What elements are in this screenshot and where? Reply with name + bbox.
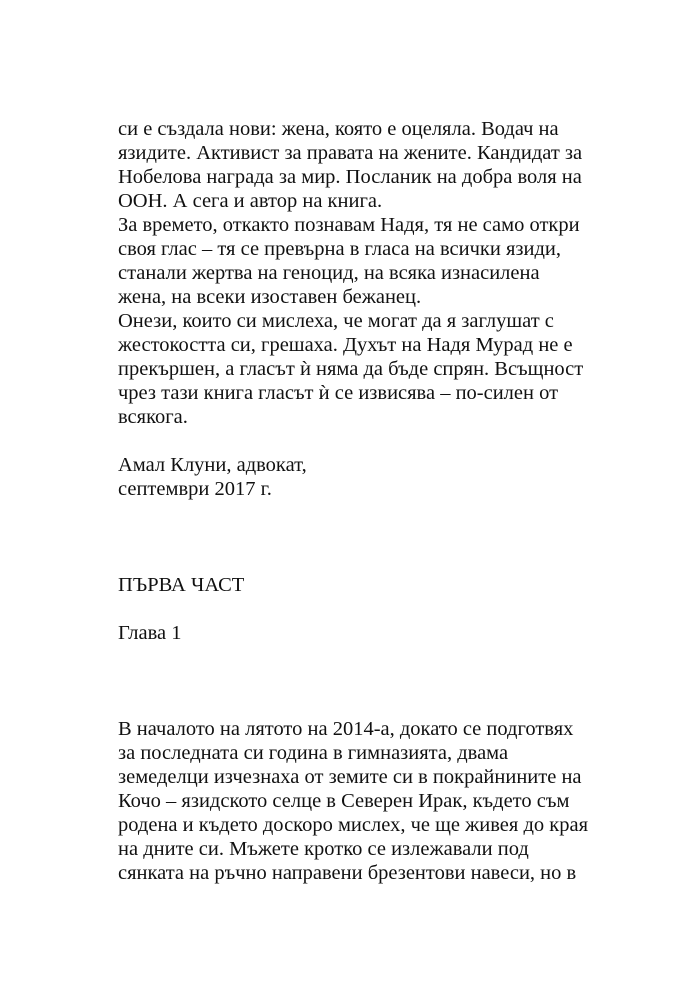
signature-line: септември 2017 г. (118, 478, 272, 500)
chapter-paragraph-line: на дните си. Мъжете кротко се излежавали под (118, 838, 529, 860)
intro-paragraph-1-line: ООН. А сега и автор на книга. (118, 190, 383, 212)
intro-paragraph-2-line: станали жертва на геноцид, на всяка изнасилена (118, 262, 540, 284)
intro-paragraph-1-line: си е създала нови: жена, която е оцеляла. Водач на (118, 118, 559, 140)
chapter-paragraph-line: земеделци изчезнаха от земите си в покрайнините на (118, 766, 582, 788)
intro-paragraph-2-line: своя глас – тя се превърна в гласа на всички язиди, (118, 238, 561, 260)
intro-paragraph-3-line: жестокостта си, грешаха. Духът на Надя Мурад не е (118, 334, 573, 356)
intro-paragraph-2-line: жена, на всеки изоставен бежанец. (118, 286, 422, 308)
intro-paragraph-3-line: прекършен, а гласът ѝ няма да бъде спрян. Всъщност (118, 358, 584, 380)
chapter-paragraph-line: родена и където доскоро мислех, че ще живея до края (118, 814, 588, 836)
chapter-paragraph-line: за последната си година в гимназията, двама (118, 742, 509, 764)
part-title: ПЪРВА ЧАСТ (118, 574, 245, 596)
intro-paragraph-1-line: Нобелова награда за мир. Посланик на добра воля на (118, 166, 582, 188)
chapter-paragraph-line: сянката на ръчно направени брезентови навеси, но в (118, 862, 577, 884)
chapter-paragraph-line: Кочо – язидското селце в Северен Ирак, където съм (118, 790, 570, 812)
intro-paragraph-2-line: За времето, откакто познавам Надя, тя не само откри (118, 214, 580, 236)
signature-line: Амал Клуни, адвокат, (118, 454, 307, 476)
intro-paragraph-3-line: Онези, които си мислеха, че могат да я заглушат с (118, 310, 554, 332)
intro-paragraph-1-line: язидите. Активист за правата на жените. Кандидат за (118, 142, 583, 164)
intro-paragraph-3-line: всякога. (118, 406, 188, 428)
chapter-paragraph-line: В началото на лятото на 2014-а, докато се подготвях (118, 718, 574, 740)
intro-paragraph-3-line: чрез тази книга гласът ѝ се извисява – по-силен от (118, 382, 559, 404)
chapter-title: Глава 1 (118, 622, 182, 644)
